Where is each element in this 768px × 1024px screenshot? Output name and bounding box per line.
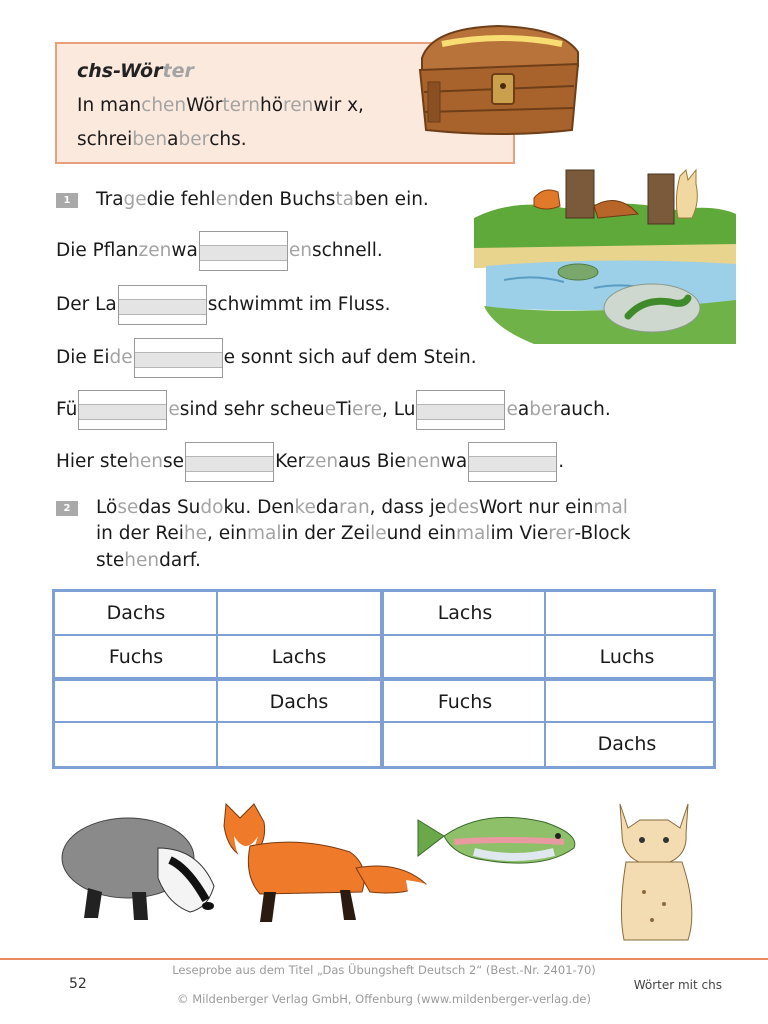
- text-segment: se: [163, 451, 185, 472]
- task-1-instruction: [96, 188, 429, 212]
- answer-gap[interactable]: [416, 390, 505, 430]
- task-2-line-3: [96, 549, 201, 573]
- text-segment: Die Pflan: [56, 240, 139, 261]
- text-segment: schrei: [77, 128, 133, 150]
- rule-title: chs-Wörter: [77, 60, 194, 82]
- badger-illustration: [58, 808, 220, 922]
- sudoku-cell-filled: Lachs: [437, 602, 493, 624]
- text-segment: Lö: [96, 497, 118, 518]
- text-segment: darf.: [159, 550, 201, 571]
- sudoku-cell-empty[interactable]: [218, 723, 380, 765]
- gray-syllable: do: [200, 497, 224, 518]
- answer-gap[interactable]: [78, 390, 167, 430]
- sudoku-cell-empty[interactable]: [55, 723, 217, 765]
- sudoku-cell-empty[interactable]: [546, 681, 708, 723]
- answer-gap[interactable]: [468, 442, 557, 482]
- sudoku-cell-filled: Luchs: [599, 646, 655, 668]
- text-segment: wir x,: [313, 94, 364, 116]
- gray-syllable: e: [168, 399, 180, 420]
- text-segment: im Vie: [490, 523, 549, 544]
- gray-syllable: le: [370, 523, 387, 544]
- text-segment: Der La: [56, 294, 117, 315]
- text-segment: Ti: [336, 399, 353, 420]
- rule-line-2: [77, 128, 247, 150]
- task-2-line-2: [96, 522, 631, 546]
- gray-syllable: re: [363, 399, 383, 420]
- animals-by-river-illustration: [474, 168, 738, 344]
- text-segment: a: [167, 128, 179, 150]
- sudoku-cell-filled: Dachs: [597, 733, 657, 755]
- text-segment: , dass je: [369, 497, 447, 518]
- footer-rule: [0, 958, 768, 960]
- sudoku-cell-empty[interactable]: [384, 723, 546, 765]
- sudoku-cell-empty[interactable]: [55, 681, 217, 723]
- gray-syllable: he: [183, 523, 208, 544]
- text-segment: sind sehr scheu: [179, 399, 325, 420]
- text-segment: das Su: [138, 497, 201, 518]
- gray-syllable: hen: [128, 451, 164, 472]
- text-segment: in der Zei: [281, 523, 371, 544]
- text-segment: -Block: [574, 523, 631, 544]
- gray-syllable: e: [352, 399, 364, 420]
- footer-note-copyright: © Mildenberger Verlag GmbH, Offenburg (www.mildenberger-verlag.de): [177, 992, 591, 1006]
- text-segment: ku. Den: [223, 497, 295, 518]
- answer-gap[interactable]: [134, 338, 223, 378]
- gray-syllable: rer: [548, 523, 575, 544]
- task-1-badge: 1: [56, 193, 78, 208]
- text-segment: , ein: [207, 523, 248, 544]
- text-segment: wa: [171, 240, 198, 261]
- answer-gap[interactable]: [118, 285, 207, 325]
- text-segment: auch.: [559, 399, 611, 420]
- text-segment: hö: [259, 94, 284, 116]
- answer-gap[interactable]: [199, 231, 288, 271]
- gray-syllable: zen: [138, 240, 172, 261]
- sudoku-cell-filled: Fuchs: [437, 691, 493, 713]
- trout-illustration: [414, 800, 584, 872]
- sentence-4: [56, 390, 611, 430]
- sudoku-cell-empty[interactable]: [546, 592, 708, 634]
- fox-illustration: [220, 796, 430, 926]
- gray-syllable: se: [117, 497, 139, 518]
- text-segment: .: [558, 451, 565, 472]
- gray-syllable: tern: [222, 94, 260, 116]
- footer-note-source: Leseprobe aus dem Titel „Das Übungsheft Deutsch 2“ (Best.-Nr. 2401-70): [172, 963, 596, 977]
- text-segment: Wör: [186, 94, 223, 116]
- text-segment: Hier ste: [56, 451, 129, 472]
- gray-syllable: ge: [123, 189, 147, 210]
- text-segment: aus Bie: [338, 451, 406, 472]
- text-segment: a: [517, 399, 530, 420]
- gray-syllable: mal: [247, 523, 282, 544]
- task-2-badge: 2: [56, 501, 78, 516]
- gray-syllable: des: [446, 497, 479, 518]
- gray-syllable: en: [288, 240, 312, 261]
- text-segment: Die Ei: [56, 347, 110, 368]
- gray-syllable: ren: [283, 94, 314, 116]
- gray-syllable: hen: [124, 550, 160, 571]
- gray-syllable: mal: [593, 497, 628, 518]
- rule-line-1: [77, 94, 364, 116]
- sudoku-cell-filled: Dachs: [269, 691, 329, 713]
- text-segment: in der Rei: [96, 523, 184, 544]
- text-segment: Wort nur ein: [478, 497, 594, 518]
- lynx-illustration: [604, 800, 708, 944]
- sudoku-cell-filled: Dachs: [106, 602, 166, 624]
- text-segment: da: [315, 497, 339, 518]
- sudoku-cell-empty[interactable]: [218, 592, 380, 634]
- gray-syllable: chen: [141, 94, 187, 116]
- gray-syllable: zen: [305, 451, 339, 472]
- gray-syllable: ben: [132, 128, 168, 150]
- text-segment: e sonnt sich auf dem Stein.: [223, 347, 477, 368]
- gray-syllable: ber: [178, 128, 210, 150]
- text-segment: schnell.: [311, 240, 383, 261]
- sudoku-cell-filled: Lachs: [271, 646, 327, 668]
- text-segment: In man: [77, 94, 142, 116]
- text-segment: den Buchs: [238, 189, 336, 210]
- page-topic: Wörter mit chs: [633, 978, 722, 992]
- sentence-5: [56, 442, 564, 482]
- text-segment: wa: [440, 451, 468, 472]
- treasure-chest-illustration: [412, 22, 584, 140]
- text-segment: Ker: [275, 451, 306, 472]
- text-segment: Fü: [56, 399, 78, 420]
- gray-syllable: e: [506, 399, 518, 420]
- text-segment: ben ein.: [353, 189, 429, 210]
- text-segment: ste: [96, 550, 125, 571]
- sudoku-cell-filled: Fuchs: [108, 646, 164, 668]
- gray-syllable: ke: [294, 497, 316, 518]
- text-segment: und ein: [386, 523, 456, 544]
- sentence-1: [56, 231, 383, 271]
- gray-syllable: ran: [339, 497, 370, 518]
- gray-syllable: ta: [335, 189, 354, 210]
- sudoku-grid: [52, 589, 716, 769]
- sentence-3: [56, 338, 477, 378]
- text-segment: Tra: [96, 189, 124, 210]
- task-2-line-1: [96, 496, 628, 520]
- gray-syllable: de: [109, 347, 133, 368]
- gray-syllable: mal: [455, 523, 491, 544]
- text-segment: die fehl: [146, 189, 216, 210]
- page-number: 52: [69, 976, 87, 992]
- gray-syllable: ber: [529, 399, 560, 420]
- gray-syllable: e: [324, 399, 337, 420]
- sudoku-cell-empty[interactable]: [384, 636, 546, 678]
- text-segment: , Lu: [382, 399, 416, 420]
- gray-syllable: nen: [405, 451, 441, 472]
- answer-gap[interactable]: [185, 442, 274, 482]
- gray-syllable: en: [215, 189, 239, 210]
- sentence-2: [56, 285, 390, 325]
- text-segment: chs.: [209, 128, 247, 150]
- text-segment: schwimmt im Fluss.: [207, 294, 391, 315]
